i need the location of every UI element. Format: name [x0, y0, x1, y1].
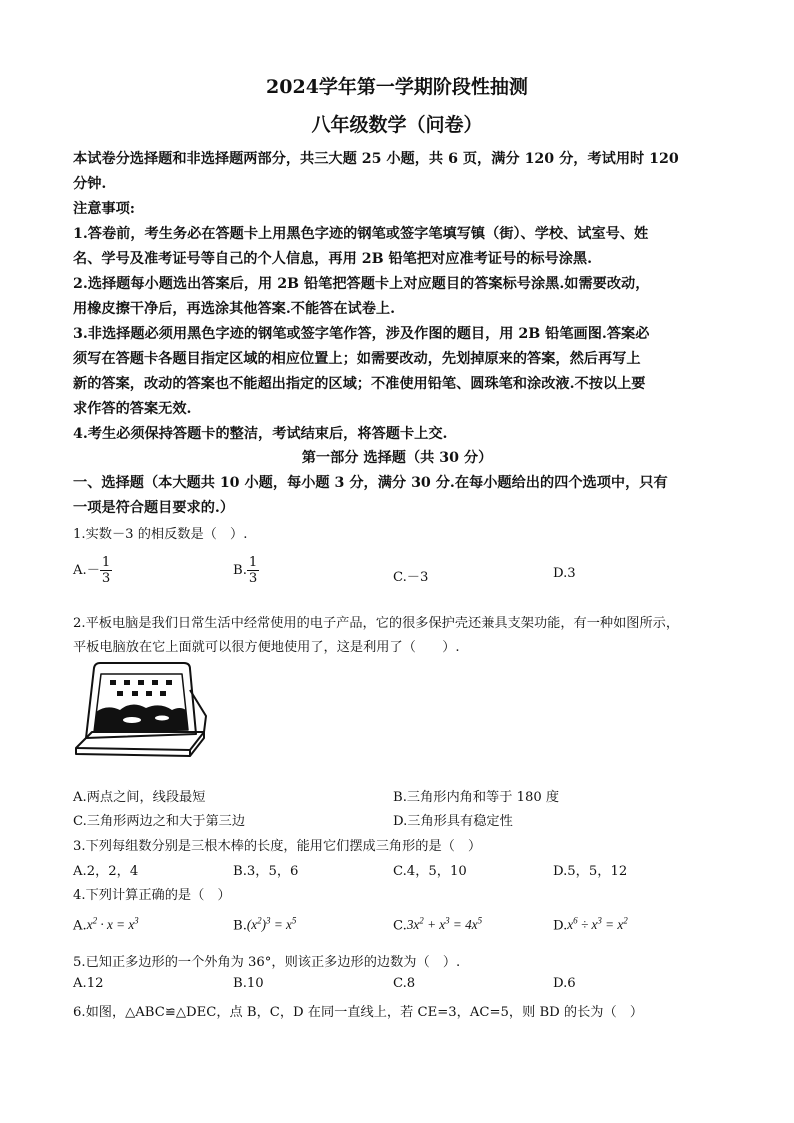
- q1-option-c: C.－3: [393, 570, 429, 585]
- q3-option-a: A.2，2，4: [73, 864, 139, 879]
- q6-stem: 6.如图，△ABC≌△DEC，点 B，C，D 在同一直线上，若 CE=3，AC=5，则 BD 的长为（ ）: [73, 1005, 644, 1020]
- q2-stem-1: 2.平板电脑是我们日常生活中经常使用的电子产品，它的很多保护壳还兼具支架功能，有一种如图所示，: [73, 616, 680, 631]
- q4-option-c: [393, 916, 482, 933]
- q2-option-d: D.三角形具有稳定性: [393, 814, 513, 829]
- notice-1a: 1.答卷前，考生务必在答题卡上用黑色字迹的钢笔或签字笔填写镇（街）、学校、试室号、姓: [73, 226, 649, 242]
- q5-option-d: D.6: [553, 976, 576, 991]
- notice-title: 注意事项:: [73, 201, 135, 217]
- q5-option-a: A.12: [73, 976, 104, 991]
- q5-option-b: B.10: [233, 976, 264, 991]
- notice-3a: 3.非选择题必须用黑色字迹的钢笔或签字笔作答，涉及作图的题目，用 2B 铅笔画图.答案必: [73, 326, 650, 342]
- intro-line-1: 本试卷分选择题和非选择题两部分，共三大题 25 小题，共 6 页，满分 120 分，考试用时 120: [73, 151, 679, 167]
- q1-b-prefix: B.: [233, 563, 247, 579]
- q4-option-a: [73, 916, 139, 933]
- q5-stem: 5.已知正多边形的一个外角为 36°，则该正多边形的边数为（ ）.: [73, 955, 461, 970]
- q1-b-num: 1: [248, 555, 258, 570]
- q3-stem: 3.下列每组数分别是三根木棒的长度，能用它们摆成三角形的是（ ）: [73, 839, 482, 854]
- q3-option-b: B.3，5，6: [233, 864, 299, 879]
- q1-option-a: [73, 556, 112, 585]
- notice-3c: 新的答案，改动的答案也不能超出指定的区域；不准使用铅笔、圆珠笔和涂改液.不按以上要: [73, 376, 646, 392]
- q4-a-label: A.: [73, 918, 87, 934]
- section-one-b: 一项是符合题目要求的.）: [73, 500, 235, 516]
- q5-option-c: C.8: [393, 976, 416, 991]
- part1-heading: 第一部分 选择题（共 30 分）: [301, 450, 493, 466]
- q4-option-b: [233, 916, 296, 933]
- q2-option-c: C.三角形两边之和大于第三边: [73, 814, 246, 829]
- q4-option-d: [553, 916, 628, 933]
- q3-option-c: C.4，5，10: [393, 864, 467, 879]
- q2-option-b: B.三角形内角和等于 180 度: [393, 790, 560, 805]
- intro-line-2: 分钟.: [73, 176, 107, 192]
- q2-option-a: A.两点之间，线段最短: [73, 790, 206, 805]
- q4-a-expr: $x^2 \cdot x = x^3$: [86, 916, 139, 933]
- q4-c-label: C.: [393, 918, 407, 934]
- q1-a-fraction: [100, 556, 112, 585]
- q1-a-den: 3: [101, 571, 111, 587]
- q2-stem-2: 平板电脑放在它上面就可以很方便地使用了，这是利用了（ ）.: [73, 640, 460, 655]
- q1-a-num: 1: [101, 555, 111, 570]
- q1-stem: 1.实数－3 的相反数是（ ）.: [73, 527, 248, 542]
- q1-option-b: [233, 556, 259, 585]
- q4-stem: 4.下列计算正确的是（ ）: [73, 888, 231, 903]
- exam-title: 2024学年第一学期阶段性抽测: [266, 76, 528, 98]
- notice-1b: 名、学号及准考证号等自己的个人信息，再用 2B 铅笔把对应准考证号的标号涂黑.: [73, 251, 593, 267]
- notice-2b: 用橡皮擦干净后，再选涂其他答案.不能答在试卷上.: [73, 301, 396, 317]
- q4-b-label: B.: [233, 918, 247, 934]
- notice-4: 4.考生必须保持答题卡的整洁，考试结束后，将答题卡上交.: [73, 426, 448, 442]
- q4-d-label: D.: [553, 918, 568, 934]
- q1-a-prefix: A.－: [73, 563, 100, 579]
- notice-3b: 须写在答题卡各题目指定区域的相应位置上；如需要改动，先划掉原来的答案，然后再写上: [73, 351, 641, 367]
- q4-b-expr: $(x^2)^3 = x^5$: [246, 916, 297, 933]
- section-one-a: 一、选择题（本大题共 10 小题，每小题 3 分，满分 30 分.在每小题给出的四个选项中，只有: [73, 475, 668, 491]
- q1-b-fraction: [247, 556, 259, 585]
- notice-3d: 求作答的答案无效.: [73, 401, 192, 417]
- exam-subtitle: 八年级数学（问卷）: [311, 114, 483, 136]
- q1-b-den: 3: [248, 571, 258, 587]
- tablet-stand-figure: [72, 660, 212, 765]
- q4-d-expr: $x^6 \div x^3 = x^2$: [567, 916, 628, 933]
- notice-2a: 2.选择题每小题选出答案后，用 2B 铅笔把答题卡上对应题目的答案标号涂黑.如需要改动，: [73, 276, 650, 292]
- q3-option-d: D.5，5，12: [553, 864, 628, 879]
- q1-option-d: D.3: [553, 566, 576, 581]
- q4-c-expr: $3x^2 + x^3 = 4x^5$: [406, 916, 483, 933]
